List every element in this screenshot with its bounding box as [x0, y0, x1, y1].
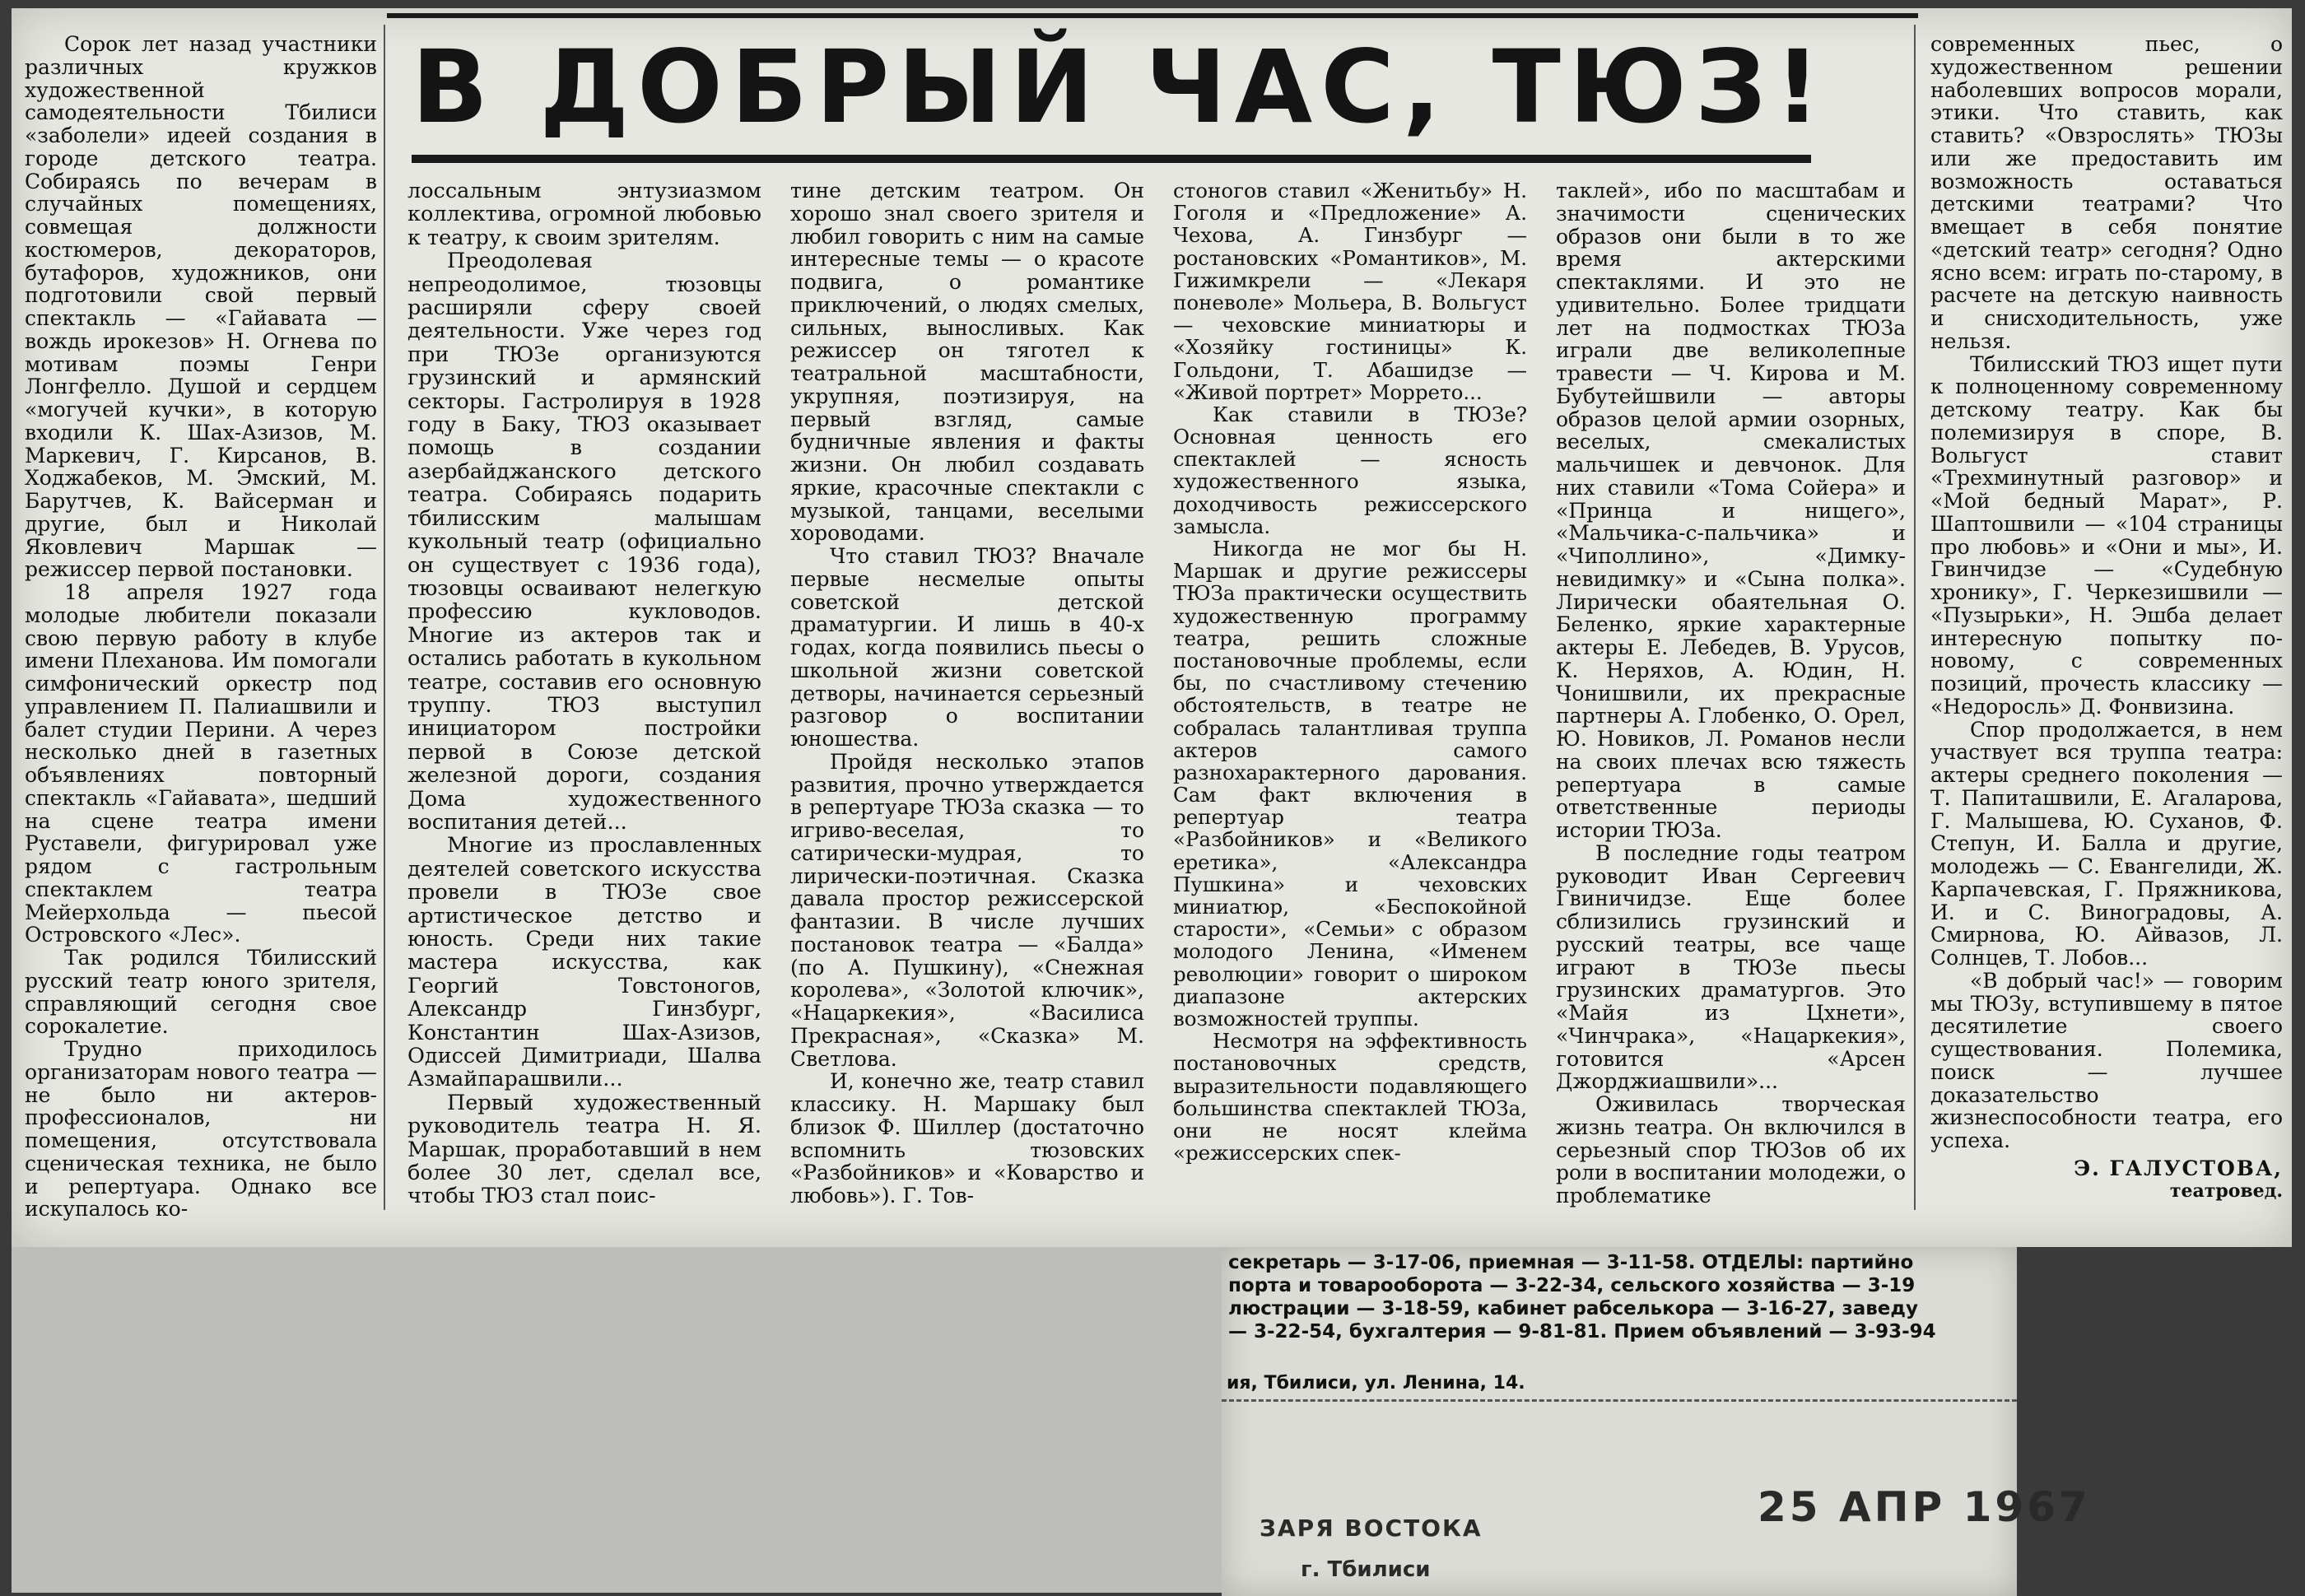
paragraph: Что ставил ТЮЗ? Вначале первые несмелые опыты советской детской драматургии. И лишь в 40-х годах, когда появились пьесы о школьной жизни советской детворы, начинается серьезный разговор о воспитании юношества.	[790, 544, 1144, 751]
paragraph: Спор продолжается, в нем участвует вся труппа театра: актеры среднего поколения — Т. Папиташвили, Е. Агаларова, Г. Малышева, Ю. Суханов, Ф. Степун, И. Балла и другие, молодежь — С. Евангелиди, Ж. Карпачевская, Г. Пряжникова, И. и С. Виноградовы, А. Смирнова, Ю. Айвазов, Л. Солнцев, Т. Лобов...	[1930, 717, 2283, 970]
column-divider	[1914, 25, 1916, 1210]
paragraph: Никогда не мог бы Н. Маршак и другие режиссеры ТЮЗа практически осуществить художественную программу театра, решить сложные постановочные проблемы, если бы, по счастливому стечению обстоятельств, в театре не собралась талантливая труппа актеров самого разнохарактерного дарования. Сам факт включения в репертуар театра «Разбойников» и «Великого еретика», «Александра Пушкина» и чеховских миниатюр, «Беспокойной старости», «Семьи» с образом молодого Ленина, «Именем революции» говорит о широком диапазоне актерских возможностей труппы.	[1173, 537, 1527, 1031]
divider	[1222, 1399, 2017, 1402]
paragraph: тине детским театром. Он хорошо знал своего зрителя и любил говорить с ним на самые интересные темы — о красоте подвига, о романтике приключений, о людях смелых, сильных, выносливых. Как режиссер он тяготел к театральной масштабности, укрупняя, поэтизируя, на первый взгляд, самые будничные явления и факты жизни. Он любил создавать яркие, красочные спектакли с музыкой, танцами, веселыми хороводами.	[790, 179, 1144, 546]
paragraph: Первый художественный руководитель театра Н. Я. Маршак, проработавший в нем более 30 лет, сделал все, чтобы ТЮЗ стал поис-	[407, 1090, 761, 1209]
scan-background	[12, 1247, 1222, 1593]
paragraph: Как ставили в ТЮЗе? Основная ценность его спектаклей — ясность художественного языка, доходчивость режиссерского замысла.	[1173, 402, 1527, 538]
contact-line: люстрации — 3-18-59, кабинет рабселькора — 3-16-27, заведу	[1228, 1298, 1918, 1319]
paragraph: 18 апреля 1927 года молодые любители показали свою первую работу в клубе имени Плеханова. Им помогали симфонический оркестр под управлением П. Палиашвили и балет студии Перини. А через несколько дней в газетных объявлениях повторный спектакль «Гайавата», шедший на сцене театра имени Руставели, фигурировал уже рядом с гастрольным спектаклем театра Мейерхольда — пьесой Островского «Лес».	[25, 580, 377, 947]
paragraph: Оживилась творческая жизнь театра. Он включился в серьезный спор ТЮЗов об их роли в воспитании молодежи, о проблематике	[1556, 1092, 1906, 1207]
contact-line: секретарь — 3-17-06, приемная — 3-11-58. ОТДЕЛЫ: партийно	[1228, 1252, 1914, 1273]
editorial-address: ия, Тбилиси, ул. Ленина, 14.	[1227, 1373, 1525, 1394]
article-column-1	[25, 33, 377, 1221]
paragraph: В последние годы театром руководит Иван Сергеевич Гвиничидзе. Еще более сблизились грузинский и русский театры, все чаще играют в ТЮЗе пьесы грузинских драматургов. Это «Майя из Цхнети», «Чинчрака», «Нацаркекия», готовится «Арсен Джорджиашвили»...	[1556, 840, 1906, 1094]
paragraph: Трудно приходилось организаторам нового театра — не было ни актеров-профессионалов, ни помещения, отсутствовала сценическая техника, не было и репертуара. Однако все искупалось ко-	[25, 1037, 377, 1221]
article-column-3	[790, 179, 1144, 1207]
article-column-5	[1556, 179, 1906, 1207]
article-column-6	[1930, 33, 2283, 1203]
column-divider	[384, 25, 385, 1210]
contact-line: — 3-22-54, бухгалтерия — 9-81-81. Прием объявлений — 3-93-94	[1228, 1321, 1936, 1342]
paragraph: Пройдя несколько этапов развития, прочно утверждается в репертуаре ТЮЗа сказка — то игриво-веселая, то сатирически-мудрая, то лирически-поэтичная. Сказка давала простор режиссерской фантазии. В числе лучших постановок театра — «Балда» (по А. Пушкину), «Снежная королева», «Золотой ключик», «Нацаркекия», «Василиса Прекрасная», «Сказка» М. Светлова.	[790, 749, 1144, 1071]
stamp-date: 25 АПР 1967	[1758, 1483, 2091, 1531]
author-role: театровед.	[2169, 1180, 2283, 1202]
article-column-4	[1173, 179, 1527, 1164]
masthead-contacts	[1222, 1251, 2017, 1383]
stamp-newspaper-name: ЗАРЯ ВОСТОКА	[1260, 1515, 1483, 1542]
paragraph: Многие из прославленных деятелей советского искусства провели в ТЮЗе свое артистическое детство и юность. Среди них такие мастера искусства, как Георгий Товстоногов, Александр Гинзбург, Константин Шах-Азизов, Одиссей Димитриади, Шалва Азмайпарашвили...	[407, 833, 761, 1092]
headline-underline	[412, 155, 1811, 163]
contact-line: порта и товарооборота — 3-22-34, сельского хозяйства — 3-19	[1228, 1275, 1916, 1296]
paragraph: лоссальным энтузиазмом коллектива, огромной любовью к театру, к своим зрителям.	[407, 179, 761, 250]
paragraph: стоногов ставил «Женитьбу» Н. Гоголя и «Предложение» А. Чехова, А. Гинзбург — ростановских «Романтиков», М. Гижимкрели — «Лекаря поневоле» Мольера, В. Вольгуст — чеховские миниатюры и «Хозяйку гостиницы» К. Гольдони, Т. Абашидзе — «Живой портрет» Моррето...	[1173, 179, 1527, 404]
paragraph: современных пьес, о художественном решении наболевших вопросов морали, этики. Что ставить, как ставить? «Овзрослять» ТЮЗы или же предоставить им возможность оставаться детскими театрами? Что вмещает в себя понятие «детский театр» сегодня? Одно ясно всем: играть по-старому, в расчете на детскую наивность и снисходительность, уже нельзя.	[1930, 32, 2283, 353]
paragraph: И, конечно же, театр ставил классику. Н. Маршаку был близок Ф. Шиллер (достаточно вспомнить тюзовских «Разбойников» и «Коварство и любовь»). Г. Тов-	[790, 1069, 1144, 1207]
stamp-city: г. Тбилиси	[1301, 1557, 1431, 1582]
paragraph: Так родился Тбилисский русский театр юного зрителя, справляющий сегодня свое сорокалетие.	[25, 946, 377, 1039]
paragraph: «В добрый час!» — говорим мы ТЮЗу, вступившему в пятое десятилетие своего существования. Полемика, поиск — лучшее доказательство жизнеспособности театра, его успеха.	[1930, 968, 2283, 1152]
paragraph: Сорок лет назад участники различных кружков художественной самодеятельности Тбилиси «заболели» идеей создания в городе детского театра. Собираясь по вечерам в случайных помещениях, совмещая должности костюмеров, декораторов, бутафоров, художников, они подготовили свой первый спектакль — «Гайавата — вождь ирокезов» Н. Огнева по мотивам поэмы Генри Лонгфелло. Душой и сердцем «могучей кучки», в которую входили К. Шах-Азизов, М. Маркевич, Г. Кирсанов, В. Ходжабеков, М. Эмский, М. Барутчев, К. Вайсерман и другие, был и Николай Яковлевич Маршак — режиссер первой постановки.	[25, 32, 377, 582]
paragraph: таклей», ибо по масштабам и значимости сценических образов они были в то же время актерскими спектаклями. И это не удивительно. Более тридцати лет на подмостках ТЮЗа играли две великолепные травести — Ч. Кирова и М. Бубутейшвили — авторы образов целой армии озорных, веселых, смекалистых мальчишек и девчонок. Для них ставили «Тома Сойера» и «Принца и нищего», «Мальчика-с-пальчика» и «Чиполлино», «Димку-невидимку» и «Сына полка». Лирически обаятельная О. Беленко, яркие характерные актеры Е. Лебедев, В. Урусов, К. Неряхов, А. Юдин, Н. Чонишвили, их прекрасные партнеры А. Глобенко, О. Орел, Ю. Новиков, Л. Романов несли на своих плечах всю тяжесть репертуара в самые ответственные периоды истории ТЮЗа.	[1556, 179, 1906, 842]
top-rule	[387, 13, 1918, 18]
author-signature: Э. ГАЛУСТОВА,	[2074, 1156, 2283, 1180]
headline: В ДОБРЫЙ ЧАС, ТЮЗ!	[412, 29, 1829, 146]
paragraph: Несмотря на эффективность постановочных средств, выразительности подавляющего большинства спектаклей ТЮЗа, они не носят клейма «режиссерских спек-	[1173, 1029, 1527, 1166]
paragraph: Тбилисский ТЮЗ ищет пути к полноценному современному детскому театру. Как бы полемизируя в споре, В. Вольгуст ставит «Трехминутный разговор» и «Мой бедный Марат», Р. Шаптошвили — «104 страницы про любовь» и «Они и мы», И. Гвинчидзе — «Судебную хронику», Г. Черкезишвили — «Пузырьки», Н. Эшба делает интересную попытку по-новому, с современных позиций, прочесть классику — «Недоросль» Д. Фонвизина.	[1930, 351, 2283, 719]
paragraph: Преодолевая непреодолимое, тюзовцы расширяли сферу своей деятельности. Уже через год при ТЮЗе организуются грузинский и армянский секторы. Гастролируя в 1928 году в Баку, ТЮЗ оказывает помощь в создании азербайджанского детского театра. Собираясь подарить тбилисским малышам кукольный театр (официально он существует с 1936 года), тюзовцы осваивают нелегкую профессию кукловодов. Многие из актеров так и остались работать в кукольном театре, составив его основную труппу. ТЮЗ выступил инициатором постройки первой в Союзе детской железной дороги, создания Дома художественного воспитания детей...	[407, 249, 761, 835]
article-column-2	[407, 179, 761, 1208]
